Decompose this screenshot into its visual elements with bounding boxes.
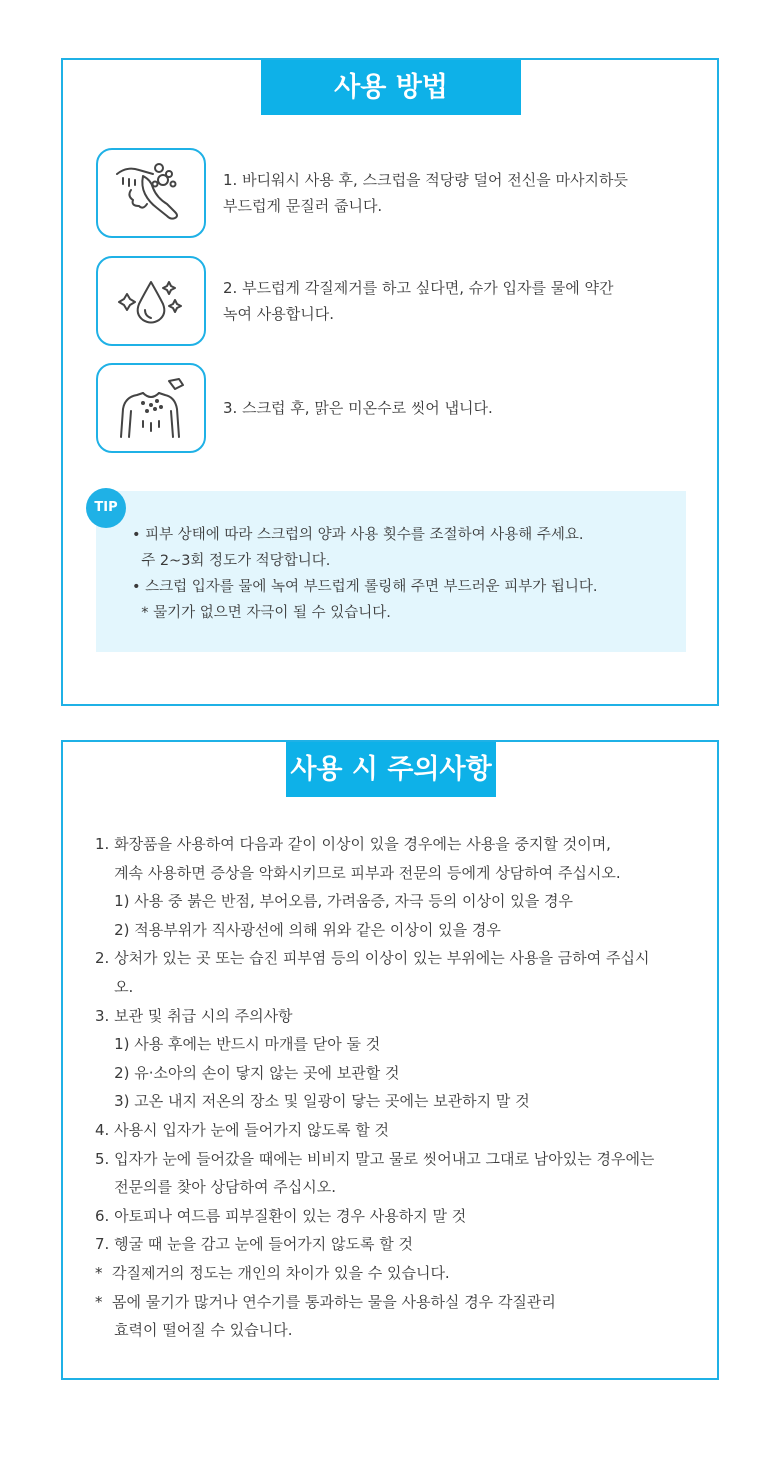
caution-line: 3. 보관 및 취급 시의 주의사항 [95,1006,293,1025]
shower-body-icon [96,363,206,453]
caution-line: 1) 사용 후에는 반드시 마개를 닫아 둘 것 [95,1035,381,1054]
caution-line: 계속 사용하면 증상을 악화시키므로 피부과 전문의 등에게 상담하여 주십시오. [95,863,621,882]
usage-title: 사용 방법 [261,60,521,115]
caution-line: 7. 헹굴 때 눈을 감고 눈에 들어가지 않도록 할 것 [95,1235,414,1254]
caution-line: 전문의를 찾아 상담하여 주십시오. [95,1178,337,1197]
caution-line: 4. 사용시 입자가 눈에 들어가지 않도록 할 것 [95,1120,390,1139]
caution-line: 2. 상처가 있는 곳 또는 습진 피부염 등의 이상이 있는 부위에는 사용을 금하여 주십시 [95,949,650,968]
caution-line: 5. 입자가 눈에 들어갔을 때에는 비비지 말고 물로 씻어내고 그대로 남아있는 경우에는 [95,1149,655,1168]
caution-list [95,830,705,1345]
caution-line: 효력이 떨어질 수 있습니다. [95,1321,293,1340]
usage-step-2-text: 2. 부드럽게 각질제거를 하고 싶다면, 슈가 입자를 물에 약간 녹여 사용합니다. [223,279,614,323]
usage-step-1 [96,148,696,238]
caution-line: 오. [95,977,134,996]
caution-line: 1. 화장품을 사용하여 다음과 같이 이상이 있을 경우에는 사용을 중지할 것이며, [95,835,611,853]
tip-line: 주 2~3회 정도가 적당합니다. [132,553,331,569]
caution-line: * 몸에 물기가 많거나 연수기를 통과하는 물을 사용하실 경우 각질관리 [95,1292,556,1311]
caution-line: * 각질제거의 정도는 개인의 차이가 있을 수 있습니다. [95,1263,450,1282]
tip-line: * 물기가 없으면 자극이 될 수 있습니다. [132,605,391,621]
caution-title: 사용 시 주의사항 [286,742,496,797]
caution-panel [61,740,719,1380]
usage-step-3-text: 3. 스크럽 후, 맑은 미온수로 씻어 냅니다. [223,399,493,417]
caution-line: 2) 적용부위가 직사광선에 의해 위와 같은 이상이 있을 경우 [95,920,501,939]
tip-content [132,522,597,626]
body-wash-scrub-icon [96,148,206,238]
usage-step-2 [96,256,696,346]
sparkling-drop-icon [96,256,206,346]
caution-line: 6. 아토피나 여드름 피부질환이 있는 경우 사용하지 말 것 [95,1206,467,1225]
tip-line: • 피부 상태에 따라 스크럽의 양과 사용 횟수를 조절하여 사용해 주세요. [132,527,584,543]
usage-step-1-text: 1. 바디워시 사용 후, 스크럽을 적당량 덜어 전신을 마사지하듯 부드럽게 문질러 줍니다. [223,171,628,215]
caution-line: 3) 고온 내지 저온의 장소 및 일광이 닿는 곳에는 보관하지 말 것 [95,1092,530,1111]
usage-step-3 [96,363,696,453]
caution-line: 1) 사용 중 붉은 반점, 부어오름, 가려움증, 자극 등의 이상이 있을 경우 [95,892,573,911]
tip-badge: TIP [86,488,126,528]
tip-line: • 스크럽 입자를 물에 녹여 부드럽게 롤링해 주면 부드러운 피부가 됩니다. [132,579,598,595]
caution-line: 2) 유·소아의 손이 닿지 않는 곳에 보관할 것 [95,1063,400,1082]
usage-panel [61,58,719,706]
tip-box [96,491,686,652]
